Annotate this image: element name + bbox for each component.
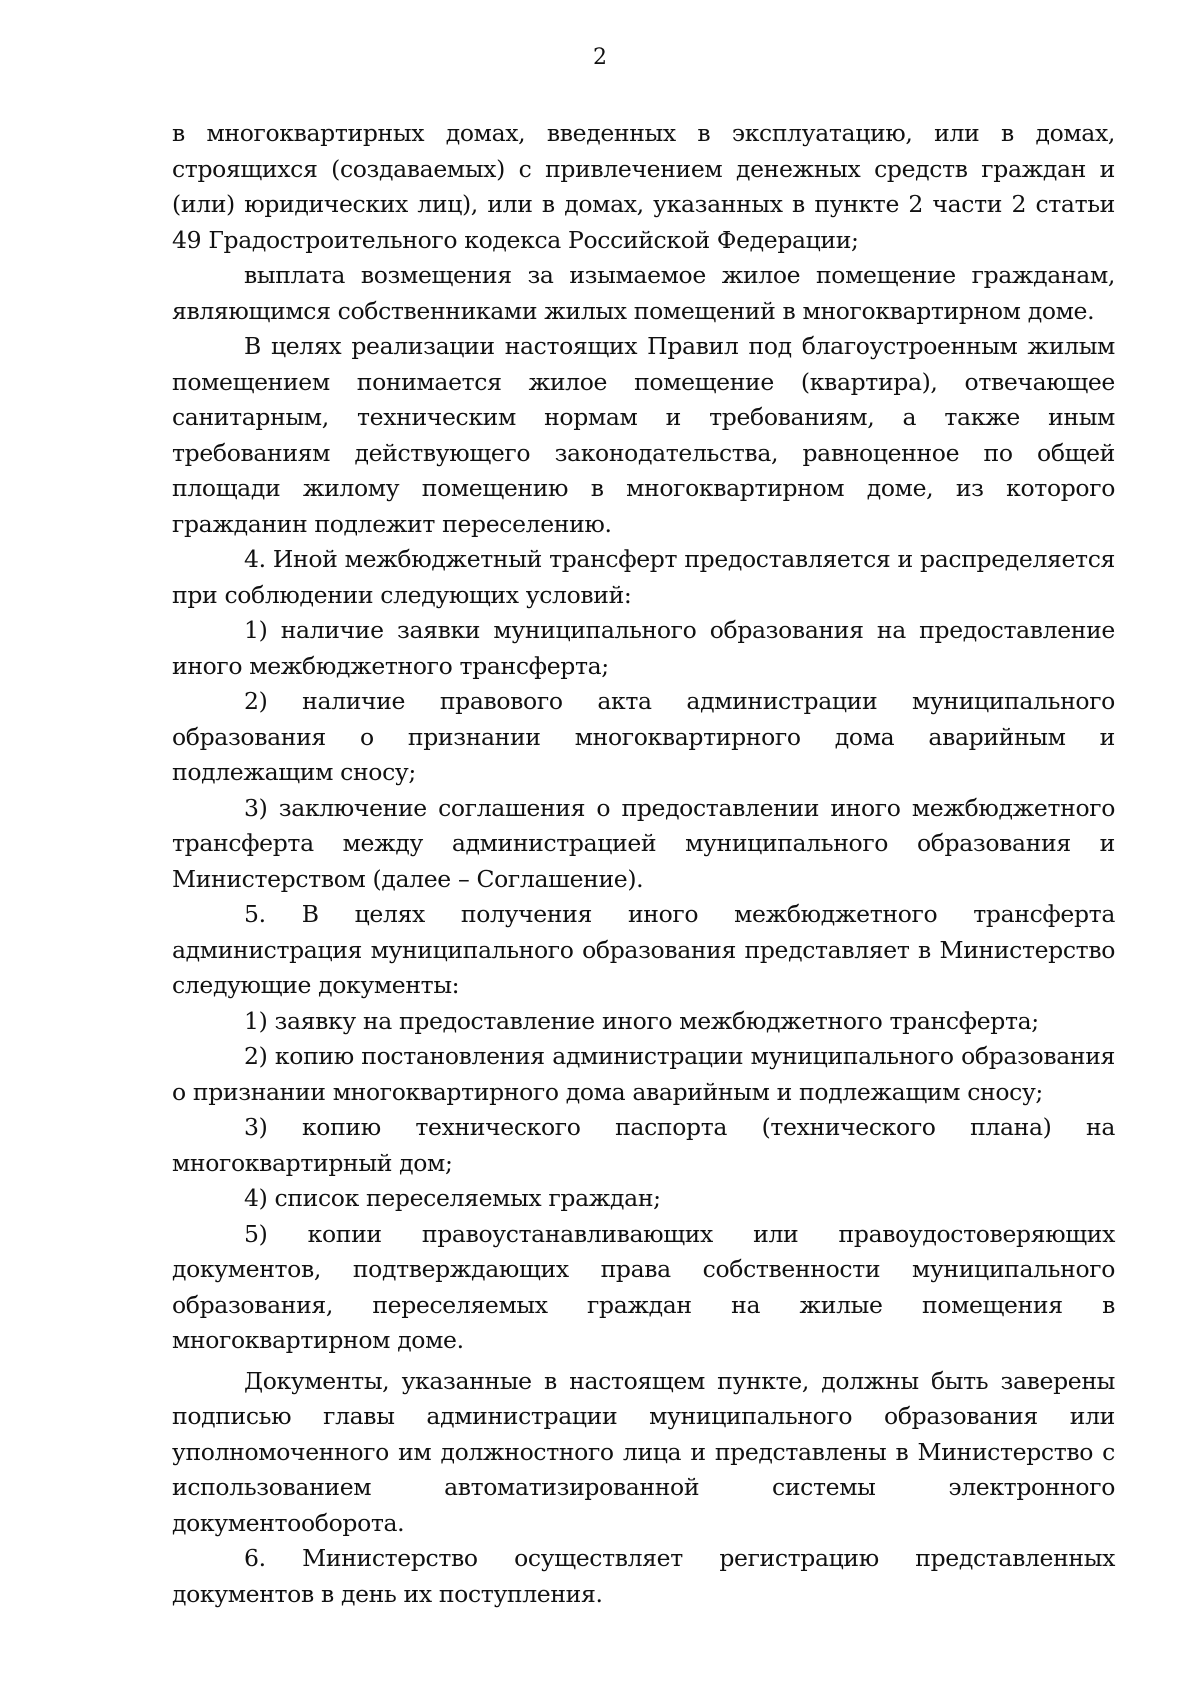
paragraph-documents-certification: Документы, указанные в настоящем пункте, должны быть заверены подписью главы администрации муниципального образования или уполномоченного им должностного лица и представлены в Министерство с использованием автоматизированной системы электронного документооборота.: [172, 1366, 1115, 1537]
paragraph-definition: В целях реализации настоящих Правил под благоустроенным жилым помещением понимается жилое помещение (квартира), отвечающее санитарным, техническим нормам и требованиям, а также иным требованиям действующего законодательства, равноценное по общей площади жилому помещению в многоквартирном доме, из которого гражданин подлежит переселению.: [172, 332, 1115, 538]
paragraph-compensation: выплата возмещения за изымаемое жилое помещение гражданам, являющимся собственниками жилых помещений в многоквартирном доме.: [172, 261, 1115, 325]
paragraph-section-5: 5. В целях получения иного межбюджетного трансферта администрация муниципального образования представляет в Министерство следующие документы:: [172, 900, 1115, 999]
paragraph-section-5-item-3: 3) копию технического паспорта (технического плана) на многоквартирный дом;: [172, 1113, 1115, 1177]
paragraph-section-4-item-1: 1) наличие заявки муниципального образования на предоставление иного межбюджетного трансферта;: [172, 616, 1115, 680]
document-body: [172, 116, 1115, 1612]
paragraph-section-5-item-1: 1) заявку на предоставление иного межбюджетного трансферта;: [244, 1006, 1039, 1035]
paragraph-section-5-item-5: 5) копии правоустанавливающих или правоудостоверяющих документов, подтверждающих права собственности муниципального образования, переселяемых граждан на жилые помещения в многоквартирном доме.: [172, 1219, 1115, 1354]
paragraph-section-6: 6. Министерство осуществляет регистрацию представленных документов в день их поступления.: [172, 1544, 1115, 1608]
page-number: 2: [593, 45, 607, 70]
paragraph-section-4: 4. Иной межбюджетный трансферт предоставляется и распределяется при соблюдении следующих условий:: [172, 545, 1115, 609]
paragraph-section-5-item-2: 2) копию постановления администрации муниципального образования о признании многоквартирного дома аварийным и подлежащим сносу;: [172, 1042, 1115, 1106]
paragraph-continuation: в многоквартирных домах, введенных в эксплуатацию, или в домах, строящихся (создаваемых) с привлечением денежных средств граждан и (или) юридических лиц), или в домах, указанных в пункте 2 части 2 статьи 49 Градостроительного кодекса Российской Федерации;: [172, 119, 1115, 254]
paragraph-section-5-item-4: 4) список переселяемых граждан;: [244, 1184, 661, 1212]
paragraph-section-4-item-3: 3) заключение соглашения о предоставлении иного межбюджетного трансферта между администрацией муниципального образования и Министерством (далее – Соглашение).: [172, 793, 1115, 893]
paragraph-section-4-item-2: 2) наличие правового акта администрации муниципального образования о признании многоквартирного дома аварийным и подлежащим сносу;: [172, 687, 1115, 786]
